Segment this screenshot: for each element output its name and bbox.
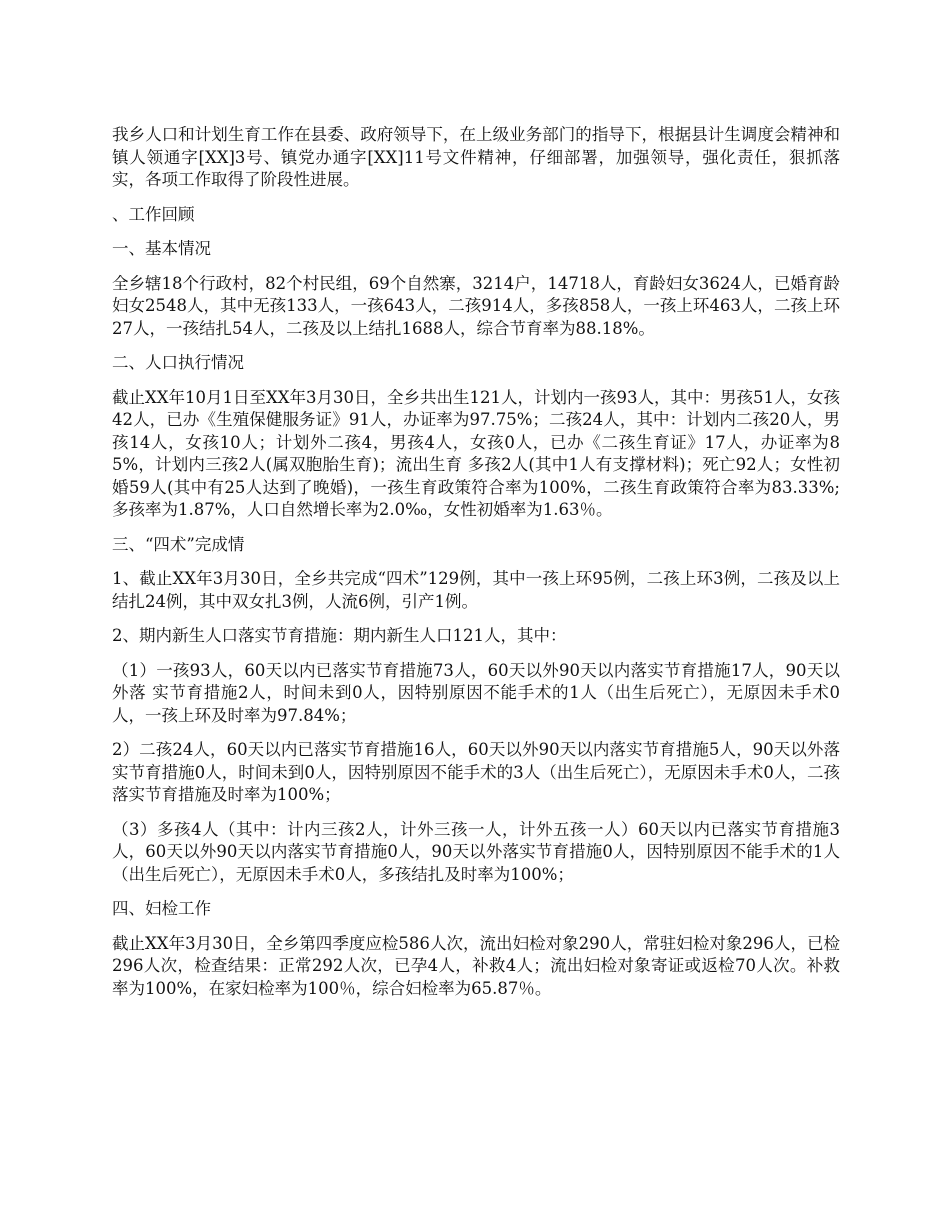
intro-paragraph: 我乡人口和计划生育工作在县委、政府领导下，在上级业务部门的指导下，根据县计生调度会精神和镇人领通字[XX]3号、镇党办通字[XX]11号文件精神，仔细部署，加强领导，强化责任，狠抓落实，各项工作取得了阶段性进展。 [112, 125, 840, 189]
heading-population-execution: 二、人口执行情况 [112, 353, 244, 372]
four-operations-paragraph: 1、截止XX年3月30日，全乡共完成“四术”129例，其中一孩上环95例，二孩上环3例，二孩及以上结扎24例，其中双女扎3例，人流6例，引产1例。 [112, 569, 840, 611]
gynecological-exam-paragraph: 截止XX年3月30日，全乡第四季度应检586人次，流出妇检对象290人，常驻妇检对象296人，已检296人次，检查结果：正常292人次，已孕4人，补救4人；流出妇检对象寄证或返检70人次。补救率为100%，在家妇检率为100％，综合妇检率为65.87％。 [112, 933, 840, 998]
document-body [112, 124, 840, 1012]
heading-work-review: 、工作回顾 [112, 204, 195, 224]
heading-basic-situation: 一、基本情况 [112, 239, 211, 258]
second-child-paragraph: 2）二孩24人，60天以内已落实节育措施16人，60天以外90天以内落实节育措施5人，90天以外落实节育措施0人，时间未到0人，因特别原因不能手术的3人（出生后死亡），无原因未手术0人，二孩落实节育措施及时率为100%； [112, 740, 840, 804]
heading-four-operations: 三、“四术”完成情 [112, 534, 245, 554]
first-child-paragraph: （1）一孩93人，60天以内已落实节育措施73人，60天以外90天以内落实节育措施17人，90天以外落 实节育措施2人，时间未到0人，因特别原因不能手术的1人（出生后死亡），无原因未手术0人，一孩上环及时率为97.84%； [112, 660, 840, 725]
basic-situation-paragraph: 全乡辖18个行政村，82个村民组，69个自然寨，3214户，14718人，育龄妇女3624人，已婚育龄妇女2548人，其中无孩133人，一孩643人，二孩914人，多孩858人，一孩上环463人，二孩上环27人，一孩结扎54人，二孩及以上结扎1688人，综合节育率为88.18%。 [112, 273, 840, 338]
newborn-measures-paragraph: 2、期内新生人口落实节育措施：期内新生人口121人，其中： [112, 626, 567, 645]
multiple-child-paragraph: （3）多孩4人（其中：计内三孩2人，计外三孩一人，计外五孩一人）60天以内已落实节育措施3人，60天以外90天以内落实节育措施0人，90天以外落实节育措施0人，因特别原因不能手术的1人（出生后死亡），无原因未手术0人，多孩结扎及时率为100%； [112, 819, 840, 884]
heading-gynecological-exam: 四、妇检工作 [112, 899, 211, 918]
population-execution-paragraph: 截止XX年10月1日至XX年3月30日，全乡共出生121人，计划内一孩93人，其中：男孩51人，女孩42人，已办《生殖保健服务证》91人，办证率为97.75%；二孩24人，其中：计划内二孩20人，男孩14人，女孩10人；计划外二孩4，男孩4人，女孩0人，已办《二孩生育证》17人，办证率为85%，计划内三孩2人(属双胞胎生育)；流出生育 多孩2人(其中1人有支撑材料)；死亡92人；女性初婚59人(其中有25人达到了晚婚)，一孩生育政策符合率为100%，二孩生育政策符合率为83.33%;多孩率为1.87%，人口自然增长率为2.0‰，女性初婚率为1.63％。 [112, 387, 840, 519]
